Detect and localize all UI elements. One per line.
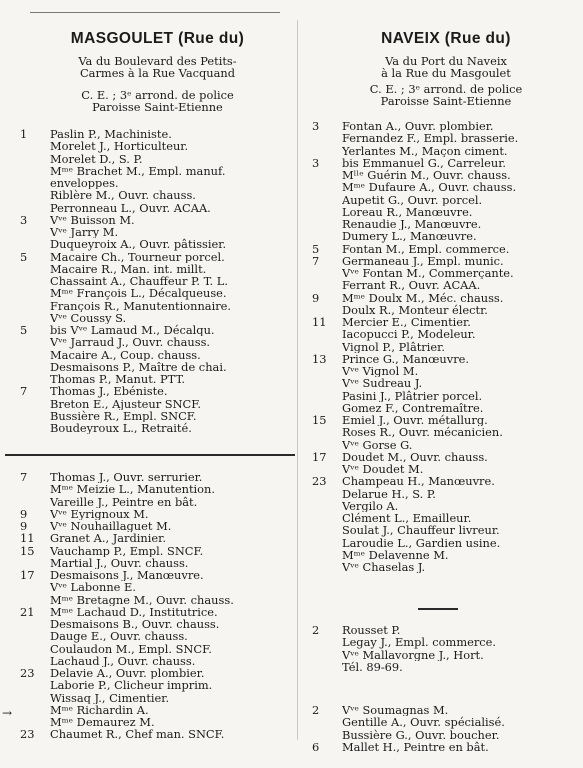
resident-name-occupation: Bussière R., Empl. SNCF. (50, 409, 197, 422)
resident-entry (20, 716, 295, 728)
resident-name-occupation: Dauge E., Ouvr. chauss. (50, 630, 188, 643)
resident-name-occupation: Mᵐᵉ Brachet M., Empl. manuf. (50, 164, 226, 177)
resident-name-occupation: bis Emmanuel G., Carreleur. (342, 156, 507, 169)
resident-entry (20, 324, 295, 336)
resident-name-occupation: Chaumet R., Chef man. SNCF. (50, 728, 225, 741)
resident-entry (312, 661, 580, 673)
resident-entry (20, 202, 295, 214)
resident-name-occupation: Macaire Ch., Tourneur porcel. (50, 250, 225, 263)
resident-entry (312, 169, 580, 181)
resident-name-occupation: François R., Manutentionnaire. (50, 299, 232, 312)
house-number: 7 (20, 470, 28, 484)
resident-entry (20, 471, 295, 483)
resident-name-occupation: Renaudie J., Manœuvre. (342, 218, 482, 231)
resident-name-occupation: Thomas P., Manut. PTT. (50, 373, 186, 386)
resident-name-occupation: Delavie A., Ouvr. plombier. (50, 667, 205, 680)
resident-name-occupation: Riblère M., Ouvr. chauss. (50, 189, 196, 202)
resident-name-occupation: Roses R., Ouvr. mécanicien. (342, 426, 503, 439)
resident-name-occupation: Boudeyroux L., Retraité. (50, 422, 192, 435)
house-number: 17 (20, 568, 35, 582)
resident-entry (312, 132, 580, 144)
resident-entry (312, 729, 580, 741)
resident-entry (312, 353, 580, 365)
resident-name-occupation: Chassaint A., Chauffeur P. T. L. (50, 275, 228, 288)
resident-entry (20, 410, 295, 422)
resident-name-occupation: Macaire A., Coup. chauss. (50, 348, 201, 361)
house-number: 9 (20, 519, 28, 533)
resident-list-continued (312, 624, 580, 673)
house-number: 13 (312, 351, 327, 366)
resident-name-occupation: Vᵛᵉ Jarraud J., Ouvr. chauss. (50, 336, 211, 349)
resident-name-occupation: Vᵛᵉ Chaselas J. (342, 561, 426, 574)
street-origin: Va du Boulevard des Petits- (78, 54, 237, 68)
resident-entry (20, 177, 295, 189)
house-number: 5 (20, 249, 28, 264)
resident-entry (312, 451, 580, 463)
resident-entry (312, 267, 580, 279)
resident-entry (20, 238, 295, 250)
resident-entry (312, 475, 580, 487)
street-origin: Va du Port du Naveix (385, 54, 507, 68)
resident-entry (20, 594, 295, 606)
section-separator (5, 454, 295, 456)
resident-entry (20, 153, 295, 165)
resident-entry (20, 373, 295, 385)
resident-name-occupation: Mᵐᵉ Doulx M., Méc. chauss. (342, 291, 504, 304)
resident-entry (20, 361, 295, 373)
resident-entry (20, 532, 295, 544)
resident-list (20, 128, 295, 434)
resident-entry (312, 537, 580, 549)
resident-name-occupation: Mᵐᵉ Dufaure A., Ouvr. chauss. (342, 181, 517, 194)
house-number: 21 (20, 604, 35, 619)
house-number: 15 (312, 413, 327, 427)
street-title: NAVEIX (Rue du) (381, 30, 511, 47)
resident-name-occupation: Martial J., Ouvr. chauss. (50, 556, 189, 569)
house-number: 9 (312, 290, 320, 305)
resident-name-occupation: Vauchamp P., Empl. SNCF. (50, 544, 204, 557)
resident-entry (20, 312, 295, 324)
resident-name-occupation: Granet A., Jardinier. (50, 532, 166, 545)
house-number: 6 (312, 739, 320, 754)
resident-name-occupation: Vᵛᵉ Coussy S. (50, 311, 127, 324)
resident-list-continued (20, 471, 295, 741)
resident-name-occupation: Morelet J., Horticulteur. (50, 140, 189, 153)
resident-name-occupation: Tél. 89-69. (342, 660, 403, 673)
resident-name-occupation: Morelet D., S. P. (50, 152, 143, 165)
resident-name-occupation: Clément L., Emailleur. (342, 512, 472, 525)
resident-entry (20, 667, 295, 679)
resident-name-occupation: Bussière G., Ouvr. boucher. (342, 728, 500, 741)
resident-entry (20, 336, 295, 348)
resident-name-occupation: Ferrant R., Ouvr. ACAA. (342, 279, 481, 292)
resident-name-occupation: Laroudie L., Gardien usine. (342, 536, 501, 549)
resident-entry (20, 545, 295, 557)
resident-entry (312, 304, 580, 316)
resident-entry (312, 716, 580, 728)
house-number: 7 (312, 253, 320, 268)
resident-name-occupation: Vᵛᵉ Jarry M. (50, 226, 119, 239)
street-title: MASGOULET (Rue du) (70, 30, 245, 47)
resident-entry (312, 328, 580, 340)
resident-entry (20, 140, 295, 152)
resident-entry (312, 194, 580, 206)
resident-entry (20, 422, 295, 434)
house-number: 5 (20, 323, 28, 337)
resident-entry (312, 218, 580, 230)
house-number: 1 (20, 127, 28, 141)
police-district: C. E. ; 3ᵉ arrond. de police (81, 88, 234, 102)
resident-name-occupation: Prince G., Manœuvre. (342, 352, 470, 365)
resident-name-occupation: Perronneau L., Ouvr. ACAA. (50, 201, 211, 214)
resident-name-occupation: Lachaud J., Ouvr. chauss. (50, 654, 196, 667)
house-number: 23 (312, 474, 327, 489)
street-destination: Carmes à la Rue Vacquand (79, 66, 236, 80)
resident-entry (312, 390, 580, 402)
resident-name-occupation: Breton E., Ajusteur SNCF. (50, 397, 202, 410)
resident-name-occupation: Pasini J., Plâtrier porcel. (342, 389, 483, 402)
house-number: 7 (20, 384, 28, 399)
resident-entry (312, 463, 580, 475)
resident-entry (312, 206, 580, 218)
resident-name-occupation: Coulaudon M., Empl. SNCF. (50, 642, 212, 655)
resident-entry (312, 636, 580, 648)
resident-entry (312, 512, 580, 524)
resident-entry (312, 488, 580, 500)
resident-entry (312, 255, 580, 267)
resident-entry (312, 624, 580, 636)
resident-entry (20, 569, 295, 581)
police-district: C. E. ; 3ᵉ arrond. de police (369, 82, 523, 96)
resident-entry (20, 128, 295, 140)
resident-name-occupation: Delarue H., S. P. (342, 487, 436, 500)
resident-name-occupation: Vᵛᵉ Doudet M. (342, 463, 424, 476)
resident-entry (312, 157, 580, 169)
resident-entry (20, 704, 295, 716)
resident-entry (20, 483, 295, 495)
parish: Paroisse Saint-Etienne (380, 94, 512, 108)
resident-entry (312, 365, 580, 377)
resident-name-occupation: Paslin P., Machiniste. (50, 128, 172, 141)
resident-list (312, 120, 580, 573)
resident-entry (20, 251, 295, 263)
resident-entry (312, 649, 580, 661)
resident-entry (20, 165, 295, 177)
resident-entry (312, 181, 580, 193)
resident-name-occupation: Gomez F., Contremaître. (342, 401, 484, 414)
resident-name-occupation: Doulx R., Monteur électr. (342, 303, 488, 316)
resident-entry (20, 226, 295, 238)
resident-entry (312, 279, 580, 291)
resident-entry (312, 120, 580, 132)
street-destination: à la Rue du Masgoulet (381, 66, 511, 80)
resident-name-occupation: Fernandez F., Empl. brasserie. (342, 132, 519, 145)
resident-entry (20, 643, 295, 655)
house-number: 15 (20, 543, 35, 558)
resident-name-occupation: Laborie P., Clicheur imprim. (50, 679, 213, 692)
resident-entry (20, 692, 295, 704)
house-number: 2 (312, 623, 320, 637)
resident-name-occupation: Desmaisons J., Manœuvre. (50, 569, 204, 582)
resident-entry (312, 414, 580, 426)
top-rule (30, 12, 280, 13)
house-number: 5 (312, 241, 320, 256)
house-number: 17 (312, 449, 327, 464)
resident-entry (312, 402, 580, 414)
resident-name-occupation: Duqueyroix A., Ouvr. pâtissier. (50, 238, 227, 251)
resident-name-occupation: Mᵐᵉ Lachaud D., Institutrice. (50, 605, 218, 618)
resident-name-occupation: Mᵐᵉ François L., Décalqueuse. (50, 287, 227, 300)
resident-name-occupation: Vignol P., Plâtrier. (342, 340, 445, 353)
house-number: 3 (312, 155, 320, 170)
resident-entry (312, 561, 580, 573)
resident-name-occupation: Vᵛᵉ Vignol M. (342, 365, 419, 378)
resident-name-occupation: Fontan M., Empl. commerce. (342, 242, 510, 255)
house-number: 23 (20, 666, 35, 680)
resident-entry (20, 275, 295, 287)
resident-name-occupation: Mᵐᵉ Meizie L., Manutention. (50, 483, 215, 496)
resident-name-occupation: Yerlantes M., Maçon ciment. (342, 144, 508, 157)
resident-entry (312, 741, 580, 753)
resident-entry (312, 426, 580, 438)
resident-entry (20, 385, 295, 397)
resident-list-next-street (312, 704, 580, 753)
resident-name-occupation: Aupetit G., Ouvr. porcel. (342, 193, 483, 206)
house-number: 2 (312, 703, 320, 717)
resident-name-occupation: Champeau H., Manœuvre. (342, 475, 495, 488)
resident-name-occupation: Legay J., Empl. commerce. (342, 636, 497, 649)
resident-name-occupation: Rousset P. (342, 624, 401, 637)
margin-arrow-mark: → (2, 706, 13, 720)
resident-name-occupation: Vᵛᵉ Fontan M., Commerçante. (342, 267, 514, 280)
column-divider (297, 20, 298, 740)
resident-name-occupation: Vᵛᵉ Gorse G. (342, 438, 413, 451)
house-number: 11 (312, 315, 327, 329)
resident-name-occupation: Doudet M., Ouvr. chauss. (342, 450, 488, 463)
resident-entry (312, 341, 580, 353)
section-separator (418, 608, 458, 610)
resident-name-occupation: Vareille J., Peintre en bât. (50, 495, 198, 508)
resident-entry (20, 618, 295, 630)
resident-entry (20, 606, 295, 618)
resident-entry (312, 704, 580, 716)
house-number: 3 (20, 212, 28, 227)
resident-name-occupation: Vᵛᵉ Labonne E. (50, 581, 136, 594)
resident-entry (20, 263, 295, 275)
resident-entry (20, 349, 295, 361)
resident-name-occupation: Mercier E., Cimentier. (342, 316, 471, 329)
resident-entry (312, 500, 580, 512)
resident-entry (20, 214, 295, 226)
resident-name-occupation: Loreau R., Manœuvre. (342, 205, 473, 218)
resident-name-occupation: Mᵐᵉ Demaurez M. (50, 716, 155, 729)
resident-name-occupation: Emiel J., Ouvr. métallurg. (342, 414, 488, 427)
resident-entry (312, 292, 580, 304)
resident-name-occupation: Wissaq J., Cimentier. (50, 691, 170, 704)
resident-entry (312, 524, 580, 536)
resident-entry (20, 287, 295, 299)
resident-name-occupation: Vᵛᵉ Soumagnas M. (342, 704, 449, 717)
resident-name-occupation: Mˡˡᵉ Guérin M., Ouvr. chauss. (342, 169, 511, 182)
resident-entry (20, 630, 295, 642)
resident-entry (312, 230, 580, 242)
resident-entry (312, 316, 580, 328)
resident-name-occupation: bis Vᵛᵉ Lamaud M., Décalqu. (50, 324, 215, 337)
resident-name-occupation: Desmaisons P., Maître de chai. (50, 360, 227, 373)
resident-entry (312, 439, 580, 451)
resident-name-occupation: Vᵛᵉ Nouhaillaguet M. (50, 520, 172, 533)
resident-entry (20, 679, 295, 691)
resident-entry (20, 557, 295, 569)
house-number: 3 (312, 119, 320, 133)
resident-entry (20, 655, 295, 667)
resident-entry (312, 377, 580, 389)
resident-entry (20, 496, 295, 508)
resident-entry (312, 243, 580, 255)
house-number: 11 (20, 531, 35, 546)
resident-entry (20, 728, 295, 740)
resident-name-occupation: Mᵐᵉ Richardin A. (50, 703, 149, 716)
resident-name-occupation: Gentille A., Ouvr. spécialisé. (342, 716, 505, 729)
resident-name-occupation: Vᵛᵉ Sudreau J. (342, 377, 423, 390)
house-number: 23 (20, 727, 35, 742)
resident-entry (20, 508, 295, 520)
resident-name-occupation: Vᵛᵉ Buisson M. (50, 213, 135, 226)
parish: Paroisse Saint-Etienne (92, 100, 223, 114)
resident-name-occupation: Germaneau J., Empl. munic. (342, 254, 504, 267)
resident-name-occupation: enveloppes. (50, 177, 119, 190)
resident-name-occupation: Thomas J., Ebéniste. (50, 385, 168, 398)
resident-entry (20, 189, 295, 201)
resident-name-occupation: Soulat J., Chauffeur livreur. (342, 524, 500, 537)
resident-name-occupation: Mᵐᵉ Delavenne M. (342, 548, 449, 561)
resident-entry (20, 520, 295, 532)
resident-name-occupation: Iacopucci P., Modeleur. (342, 328, 476, 341)
resident-entry (312, 549, 580, 561)
resident-entry (20, 300, 295, 312)
resident-name-occupation: Vᵛᵉ Eyrignoux M. (50, 507, 149, 520)
resident-entry (20, 398, 295, 410)
resident-entry (312, 145, 580, 157)
resident-name-occupation: Macaire R., Man. int. millt. (50, 262, 207, 275)
resident-name-occupation: Desmaisons B., Ouvr. chauss. (50, 618, 220, 631)
resident-name-occupation: Mallet H., Peintre en bât. (342, 740, 489, 753)
resident-entry (20, 581, 295, 593)
resident-name-occupation: Vᵛᵉ Mallavorgne J., Hort. (342, 648, 484, 661)
resident-name-occupation: Mᵐᵉ Bretagne M., Ouvr. chauss. (50, 593, 234, 606)
resident-name-occupation: Vergilo A. (342, 499, 399, 512)
resident-name-occupation: Dumery L., Manœuvre. (342, 230, 477, 243)
house-number: 9 (20, 506, 28, 521)
resident-name-occupation: Fontan A., Ouvr. plombier. (342, 120, 494, 133)
resident-name-occupation: Thomas J., Ouvr. serrurier. (50, 471, 203, 484)
